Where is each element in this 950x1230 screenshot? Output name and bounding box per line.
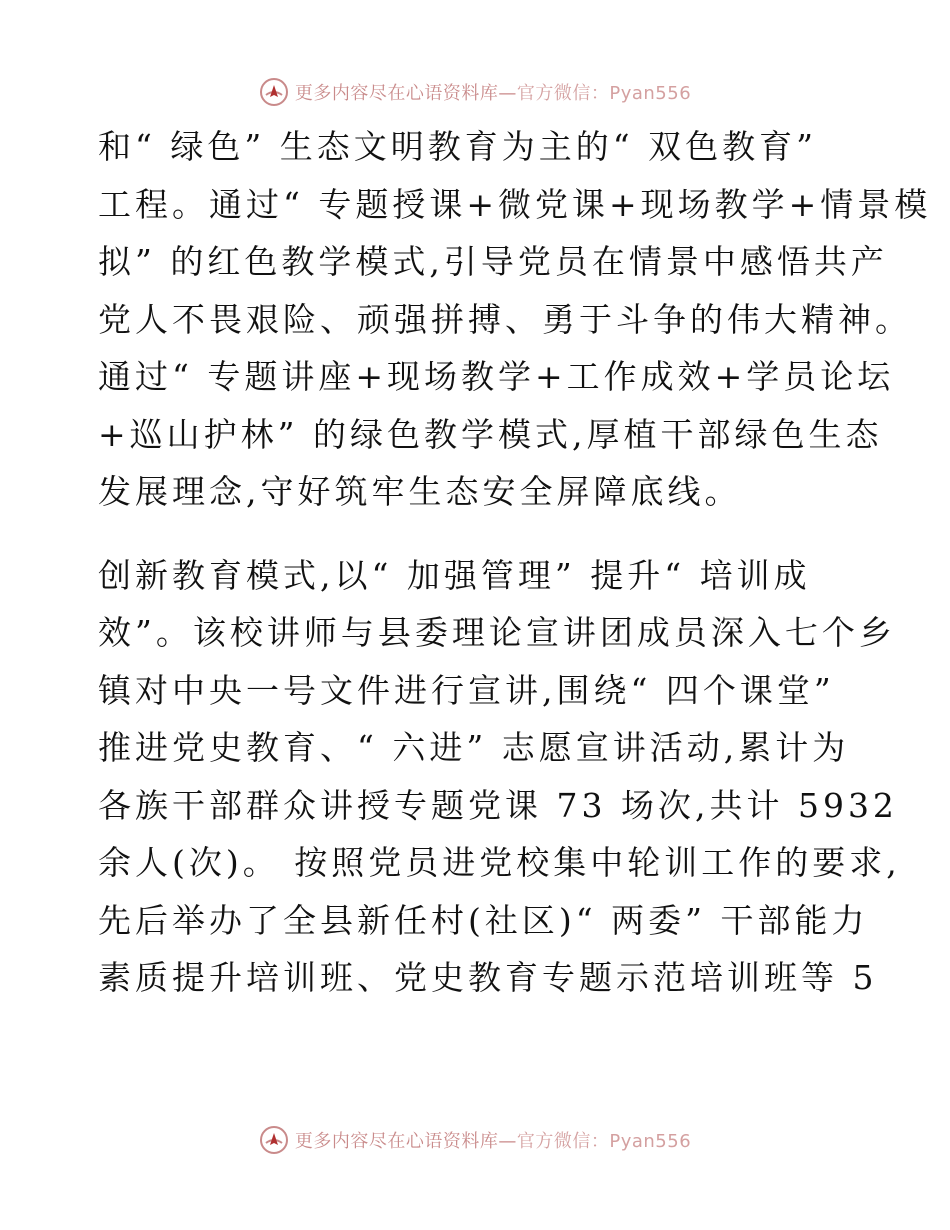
text-line: 各族干部群众讲授专题党课 73 场次,共计 5932: [98, 785, 898, 825]
book-pen-logo-icon: [259, 77, 289, 107]
text-line: 发展理念,守好筑牢生态安全屏障底线。: [98, 472, 742, 511]
text-line: 先后举办了全县新任村(社区)“ 两委” 干部能力: [98, 900, 869, 940]
text-line: 创新教育模式,以“ 加强管理” 提升“ 培训成: [98, 555, 811, 595]
text-line: 素质提升培训班、党史教育专题示范培训班等 5: [98, 958, 878, 997]
text-line: 推进党史教育、“ 六进” 志愿宣讲活动,累计为: [98, 728, 850, 767]
text-line: 拟” 的红色教学模式,引导党员在情景中感悟共产: [98, 242, 888, 281]
text-line: 镇对中央一号文件进行宣讲,围绕“ 四个课堂”: [98, 670, 835, 710]
text-line: 余人(次)。 按照党员进党校集中轮训工作的要求,: [98, 843, 901, 882]
watermark-separator: —: [498, 83, 517, 104]
text-line: 效”。该校讲师与县委理论宣讲团成员深入七个乡: [98, 613, 896, 652]
text-line: +巡山护林” 的绿色教学模式,厚植干部绿色生态: [98, 414, 883, 454]
watermark-contact: 官方微信：Pyan556: [516, 1131, 692, 1152]
text-line: 党人不畏艰险、顽强拼搏、勇于斗争的伟大精神。: [98, 299, 912, 339]
text-line: 和“ 绿色” 生态文明教育为主的“ 双色教育”: [98, 127, 817, 166]
book-pen-logo-icon: [259, 1125, 289, 1155]
footer-watermark: [0, 1120, 950, 1160]
text-line: 通过“ 专题讲座+现场教学+工作成效+学员论坛: [98, 357, 895, 396]
watermark-separator: —: [498, 1131, 517, 1152]
watermark-contact: 官方微信：Pyan556: [516, 83, 692, 104]
watermark-brand: 更多内容尽在心语资料库: [294, 83, 499, 104]
paragraph-gap: [98, 521, 878, 547]
header-watermark: [0, 72, 950, 112]
document-body: [98, 118, 932, 1007]
paragraph-2: [98, 547, 901, 1007]
paragraph-1: [98, 118, 932, 521]
text-line: 工程。通过“ 专题授课+微党课+现场教学+情景模: [98, 184, 932, 224]
watermark-brand: 更多内容尽在心语资料库: [294, 1131, 499, 1152]
